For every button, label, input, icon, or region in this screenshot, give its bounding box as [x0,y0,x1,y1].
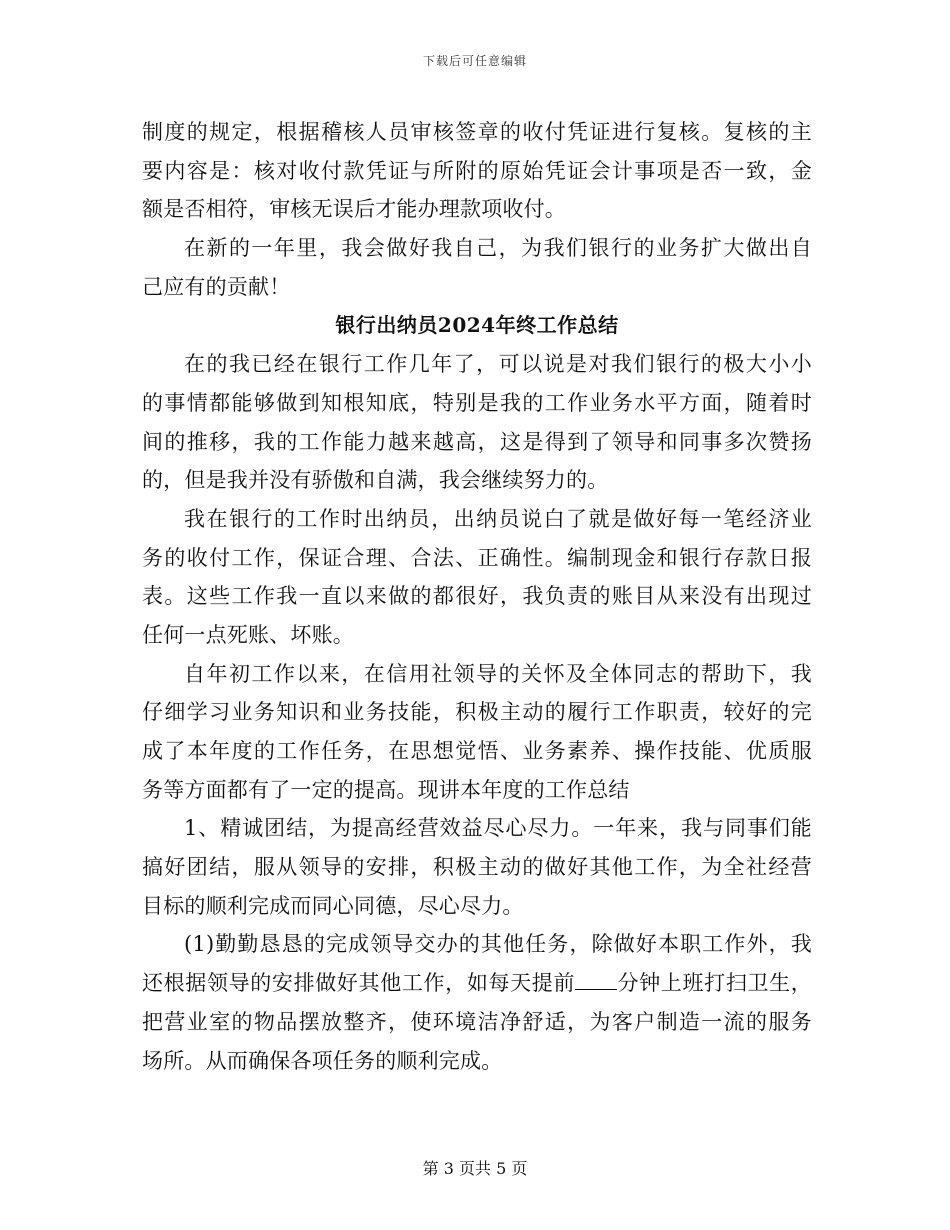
paragraph [142,925,812,1080]
text-segment: 还根据领导的安排做好其他工作，如每天提前 [142,971,576,996]
paragraph [142,655,812,810]
text-line: 仔细学习业务知识和业务技能，积极主动的履行工作职责，较好的完 [142,700,812,725]
text-line: 场所。从而确保各项任务的顺利完成。 [142,1048,503,1073]
text-line: 成了本年度的工作任务，在思想觉悟、业务素养、操作技能、优质服 [142,739,812,763]
text-line: 间的推移，我的工作能力越来越高，这是得到了领导和同事多次赞扬 [142,429,812,454]
section-title: 银行出纳员2024年终工作总结 [335,313,619,338]
text-line: 的，但是我并没有骄傲和自满，我会继续努力的。 [142,468,609,493]
text-line: 在的我已经在银行工作几年了，可以说是对我们银行的极大小小 [184,352,812,377]
text-segment: 分钟上班打扫卫生， [617,971,812,996]
text-line: 任何一点死账、坏账。 [142,622,354,647]
text-line: 自年初工作以来，在信用社领导的关怀及全体同志的帮助下，我 [184,661,812,686]
text-line: 务等方面都有了一定的提高。现讲本年度的工作总结 [142,777,630,802]
paragraph [142,809,812,925]
document-body [142,113,812,1080]
text-line: 的事情都能够做到知根知底，特别是我的工作业务水平方面，随着时 [142,390,812,415]
text-line: 要内容是：核对收付款凭证与所附的原始凭证会计事项是否一致，金 [142,158,812,183]
text-line: 额是否相符，审核无误后才能办理款项收付。 [142,197,566,222]
text-line: 目标的顺利完成而同心同德，尽心尽力。 [142,893,524,918]
text-line: 1、精诚团结，为提高经营效益尽心尽力。一年来，我与同事们能 [184,816,812,841]
text-line: 我在银行的工作时出纳员，出纳员说白了就是做好每一笔经济业 [184,506,812,531]
text-line: 在新的一年里，我会做好我自己，为我们银行的业务扩大做出自 [184,236,812,261]
paragraph [142,345,812,500]
header-note: 下载后可任意编辑 [422,54,527,68]
fill-in-blank [575,969,617,990]
page-footer: 第 3 页共 5 页 [422,1159,528,1178]
paragraph [142,500,812,655]
text-line [142,964,812,1003]
text-line: 己应有的贡献！ [142,274,291,299]
text-line: 务的收付工作，保证合理、合法、正确性。编制现金和银行存款日报 [142,545,812,570]
text-line: 制度的规定，根据稽核人员审核签章的收付凭证进行复核。复核的主 [142,120,812,144]
text-line: 把营业室的物品摆放整齐，使环境洁净舒适，为客户制造一流的服务 [142,1009,812,1034]
text-line: 搞好团结，服从领导的安排，积极主动的做好其他工作，为全社经营 [142,855,812,880]
text-line: (1)勤勤恳恳的完成领导交办的其他任务，除做好本职工作外，我 [184,932,812,957]
paragraph [142,113,812,229]
paragraph [142,229,812,306]
text-line: 表。这些工作我一直以来做的都很好，我负责的账目从来没有出现过 [142,584,812,609]
